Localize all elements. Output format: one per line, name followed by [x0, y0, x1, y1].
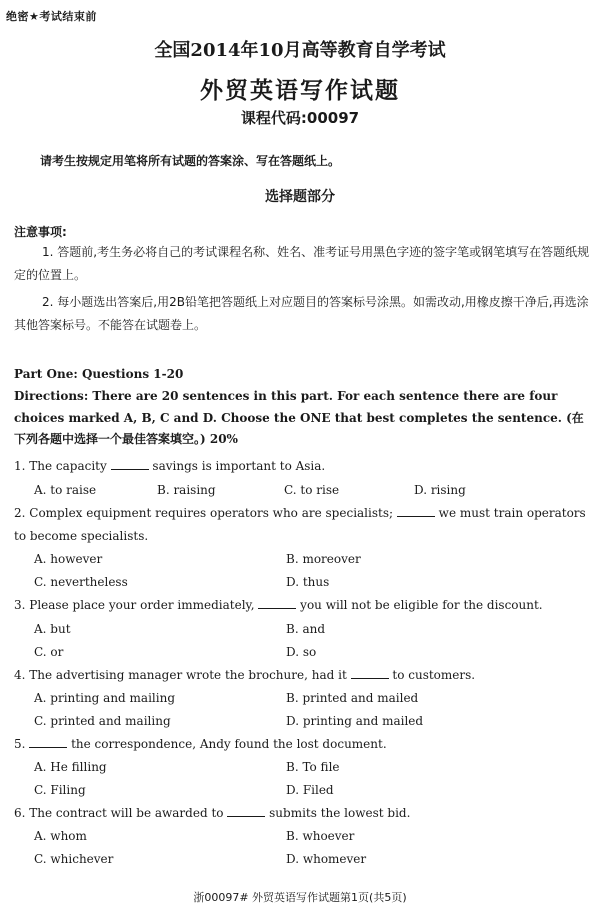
page-footer: 浙00097# 外贸英语写作试题第1页(共5页)	[193, 891, 407, 904]
question-text: 6. The contract will be awarded to	[14, 806, 228, 820]
notes-title: 注意事项:	[14, 225, 67, 239]
question-1-stem	[14, 455, 590, 478]
question-text: 3. Please place your order immediately,	[14, 598, 259, 612]
question-text: submits the lowest bid.	[265, 806, 411, 820]
note-item-1: 1. 答题前,考生务必将自己的考试课程名称、姓名、准考证号用黑色字迹的签字笔或钢笔填写在答题纸规定的位置上。	[14, 245, 590, 282]
question-3-option-c: C. or	[34, 645, 64, 659]
question-text: you will not be eligible for the discount.	[296, 598, 543, 612]
question-6-option-d: D. whomever	[286, 852, 367, 866]
question-text: 2. Complex equipment requires operators who are specialists;	[14, 506, 397, 520]
question-1-option-d: D. rising	[414, 483, 466, 497]
question-text: the correspondence, Andy found the lost document.	[67, 737, 387, 751]
exam-title: 全国2014年10月高等教育自学考试	[154, 40, 446, 61]
note-item-2: 2. 每小题选出答案后,用2B铅笔把答题纸上对应题目的答案标号涂黑。如需改动,用橡皮擦干净后,再选涂其他答案标号。不能答在试题卷上。	[14, 295, 589, 332]
section-title: 选择题部分	[265, 189, 335, 205]
answer-blank	[351, 668, 389, 679]
question-5-option-d: D. Filed	[286, 783, 334, 797]
question-5-stem	[14, 733, 590, 756]
question-text: 5.	[14, 737, 30, 751]
part-title: Part One: Questions 1-20	[14, 367, 184, 381]
question-5-option-b: B. To file	[286, 760, 340, 774]
question-2-option-b: B. moreover	[286, 552, 361, 566]
answer-blank	[227, 806, 265, 817]
question-5-option-a: A. He filling	[34, 760, 107, 774]
answer-blank	[397, 506, 435, 517]
question-4-option-b: B. printed and mailed	[286, 691, 419, 705]
question-6-option-a: A. whom	[34, 829, 87, 843]
question-text: 4. The advertising manager wrote the brochure, had it	[14, 668, 351, 682]
question-1-option-a: A. to raise	[34, 483, 97, 497]
question-text: savings is important to Asia.	[148, 459, 326, 473]
question-4-option-d: D. printing and mailed	[286, 714, 424, 728]
answer-blank	[111, 459, 149, 470]
question-text: to customers.	[388, 668, 476, 682]
question-2-option-c: C. nevertheless	[34, 575, 128, 589]
answer-blank	[29, 737, 67, 748]
question-3-option-b: B. and	[286, 622, 326, 636]
question-text: we must train operators to become specialists.	[14, 506, 586, 543]
question-4-stem	[14, 664, 590, 687]
question-4-option-a: A. printing and mailing	[34, 691, 175, 705]
question-5-option-c: C. Filing	[34, 783, 86, 797]
question-6-stem	[14, 802, 590, 825]
confidential-label: 绝密★考试结束前	[6, 10, 97, 23]
question-3-stem	[14, 594, 590, 617]
question-3-option-a: A. but	[34, 622, 71, 636]
general-instruction: 请考生按规定用笔将所有试题的答案涂、写在答题纸上。	[40, 154, 341, 168]
answer-blank	[258, 598, 296, 609]
part-directions: Directions: There are 20 sentences in this part. For each sentence there are four choices marked A, B, C and D. Choose the ONE that best completes the sentence. (在下列各题中选择一个最佳答案填空。) 20%	[14, 389, 584, 446]
question-2-option-d: D. thus	[286, 575, 330, 589]
course-code: 课程代码:00097	[240, 109, 360, 127]
question-3-option-d: D. so	[286, 645, 317, 659]
question-1-option-b: B. raising	[157, 483, 216, 497]
question-6-option-b: B. whoever	[286, 829, 355, 843]
question-2-stem	[14, 502, 590, 548]
question-4-option-c: C. printed and mailing	[34, 714, 171, 728]
question-6-option-c: C. whichever	[34, 852, 114, 866]
question-text: 1. The capacity	[14, 459, 111, 473]
paper-title: 外贸英语写作试题	[200, 78, 400, 104]
question-2-option-a: A. however	[34, 552, 103, 566]
question-1-option-c: C. to rise	[284, 483, 340, 497]
